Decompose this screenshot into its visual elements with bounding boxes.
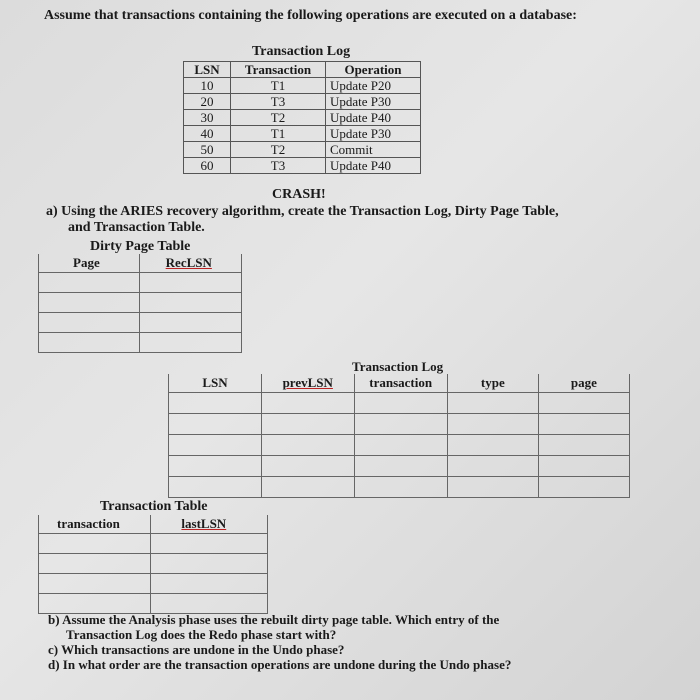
table-cell: Update P40: [326, 158, 421, 174]
table-row: [184, 142, 421, 158]
table-cell[interactable]: [39, 574, 151, 594]
table-cell[interactable]: [39, 333, 140, 353]
column-header: [139, 254, 241, 273]
table-cell: Update P40: [326, 110, 421, 126]
table-cell[interactable]: [169, 414, 262, 435]
table-cell[interactable]: [151, 534, 268, 554]
table-cell[interactable]: [39, 293, 140, 313]
table-cell[interactable]: [169, 477, 262, 498]
transaction-log-blank-title: Transaction Log: [352, 359, 444, 374]
dirty-page-table: [38, 254, 242, 353]
table-cell: Update P30: [326, 94, 421, 110]
question-a-line1: a) Using the ARIES recovery algorithm, create the Transaction Log, Dirty Page Table,: [46, 204, 559, 219]
question-b-line1: b) Assume the Analysis phase uses the rebuilt dirty page table. Which entry of the: [48, 612, 500, 627]
question-a-line2: and Transaction Table.: [68, 220, 205, 235]
column-header: Transaction: [231, 62, 326, 78]
table-cell: 30: [184, 110, 231, 126]
column-header: LSN: [184, 62, 231, 78]
table-row: [169, 393, 630, 414]
table-cell: 40: [184, 126, 231, 142]
table-cell: 20: [184, 94, 231, 110]
question-c: c) Which transactions are undone in the Undo phase?: [48, 642, 345, 657]
table-row: [184, 94, 421, 110]
table-cell[interactable]: [151, 554, 268, 574]
table-cell[interactable]: [354, 477, 447, 498]
transaction-table: [38, 515, 268, 614]
table-cell[interactable]: [354, 435, 447, 456]
crash-label: CRASH!: [272, 187, 326, 202]
table-cell[interactable]: [139, 273, 241, 293]
table-cell: T1: [231, 126, 326, 142]
table-row: [39, 293, 242, 313]
table-cell: T2: [231, 110, 326, 126]
table-cell[interactable]: [261, 414, 354, 435]
table-cell[interactable]: [354, 414, 447, 435]
table-cell: T3: [231, 158, 326, 174]
table-cell[interactable]: [447, 435, 538, 456]
table-cell[interactable]: [139, 293, 241, 313]
table-cell[interactable]: [39, 534, 151, 554]
question-d: d) In what order are the transaction operations are undone during the Undo phase?: [48, 657, 512, 672]
table-cell[interactable]: [261, 393, 354, 414]
table-header-row: [184, 62, 421, 78]
table-cell[interactable]: [169, 456, 262, 477]
column-header: [261, 374, 354, 393]
table-cell[interactable]: [39, 554, 151, 574]
table-cell[interactable]: [447, 414, 538, 435]
table-row: [39, 554, 268, 574]
table-row: [184, 126, 421, 142]
table-cell[interactable]: [447, 477, 538, 498]
table-row: [184, 78, 421, 94]
table-cell[interactable]: [538, 393, 629, 414]
table-cell[interactable]: [354, 393, 447, 414]
table-row: [39, 574, 268, 594]
column-header: type: [447, 374, 538, 393]
column-header: Operation: [326, 62, 421, 78]
table-cell: Update P20: [326, 78, 421, 94]
table-row: [169, 456, 630, 477]
table-header-row: [169, 374, 630, 393]
table-cell[interactable]: [151, 594, 268, 614]
table-cell[interactable]: [447, 393, 538, 414]
dirty-page-table-title: Dirty Page Table: [90, 239, 191, 254]
table-cell: 50: [184, 142, 231, 158]
table-cell: T3: [231, 94, 326, 110]
table-row: [184, 158, 421, 174]
column-header-label: lastLSN: [181, 516, 227, 531]
table-cell[interactable]: [261, 456, 354, 477]
table-cell[interactable]: [169, 435, 262, 456]
table-header-row: [39, 254, 242, 273]
table-cell: 10: [184, 78, 231, 94]
transaction-log-blank-table: [168, 374, 630, 498]
table-cell[interactable]: [169, 393, 262, 414]
table-cell: T1: [231, 78, 326, 94]
table-row: [39, 313, 242, 333]
table-cell[interactable]: [354, 456, 447, 477]
table-cell[interactable]: [538, 477, 629, 498]
question-a: [46, 204, 559, 236]
table-cell[interactable]: [261, 435, 354, 456]
column-header: Page: [39, 254, 140, 273]
table-cell[interactable]: [261, 477, 354, 498]
column-header: page: [538, 374, 629, 393]
column-header: LSN: [169, 374, 262, 393]
table-cell[interactable]: [538, 414, 629, 435]
transaction-log-title: Transaction Log: [252, 44, 351, 59]
table-row: [169, 414, 630, 435]
column-header: [151, 515, 268, 534]
table-cell[interactable]: [538, 435, 629, 456]
table-header-row: [39, 515, 268, 534]
table-row: [169, 435, 630, 456]
table-row: [39, 333, 242, 353]
intro-text: Assume that transactions containing the following operations are executed on a database:: [44, 8, 577, 23]
table-row: [39, 534, 268, 554]
column-header-label: prevLSN: [282, 375, 333, 390]
table-cell[interactable]: [139, 313, 241, 333]
table-cell[interactable]: [39, 313, 140, 333]
table-cell: Commit: [326, 142, 421, 158]
table-cell[interactable]: [447, 456, 538, 477]
question-b-line2: Transaction Log does the Redo phase start with?: [66, 627, 337, 642]
table-cell[interactable]: [139, 333, 241, 353]
questions-block: [48, 612, 511, 672]
table-row: [169, 477, 630, 498]
transaction-log-table: [183, 61, 421, 174]
table-cell[interactable]: [151, 574, 268, 594]
table-cell[interactable]: [538, 456, 629, 477]
column-header-label: RecLSN: [165, 255, 212, 270]
table-row: [39, 273, 242, 293]
table-cell: Update P30: [326, 126, 421, 142]
table-cell: T2: [231, 142, 326, 158]
column-header: transaction: [354, 374, 447, 393]
table-row: [39, 594, 268, 614]
column-header: transaction: [39, 515, 151, 534]
table-cell[interactable]: [39, 273, 140, 293]
transaction-table-title: Transaction Table: [100, 499, 208, 514]
table-cell: 60: [184, 158, 231, 174]
table-row: [184, 110, 421, 126]
table-cell[interactable]: [39, 594, 151, 614]
